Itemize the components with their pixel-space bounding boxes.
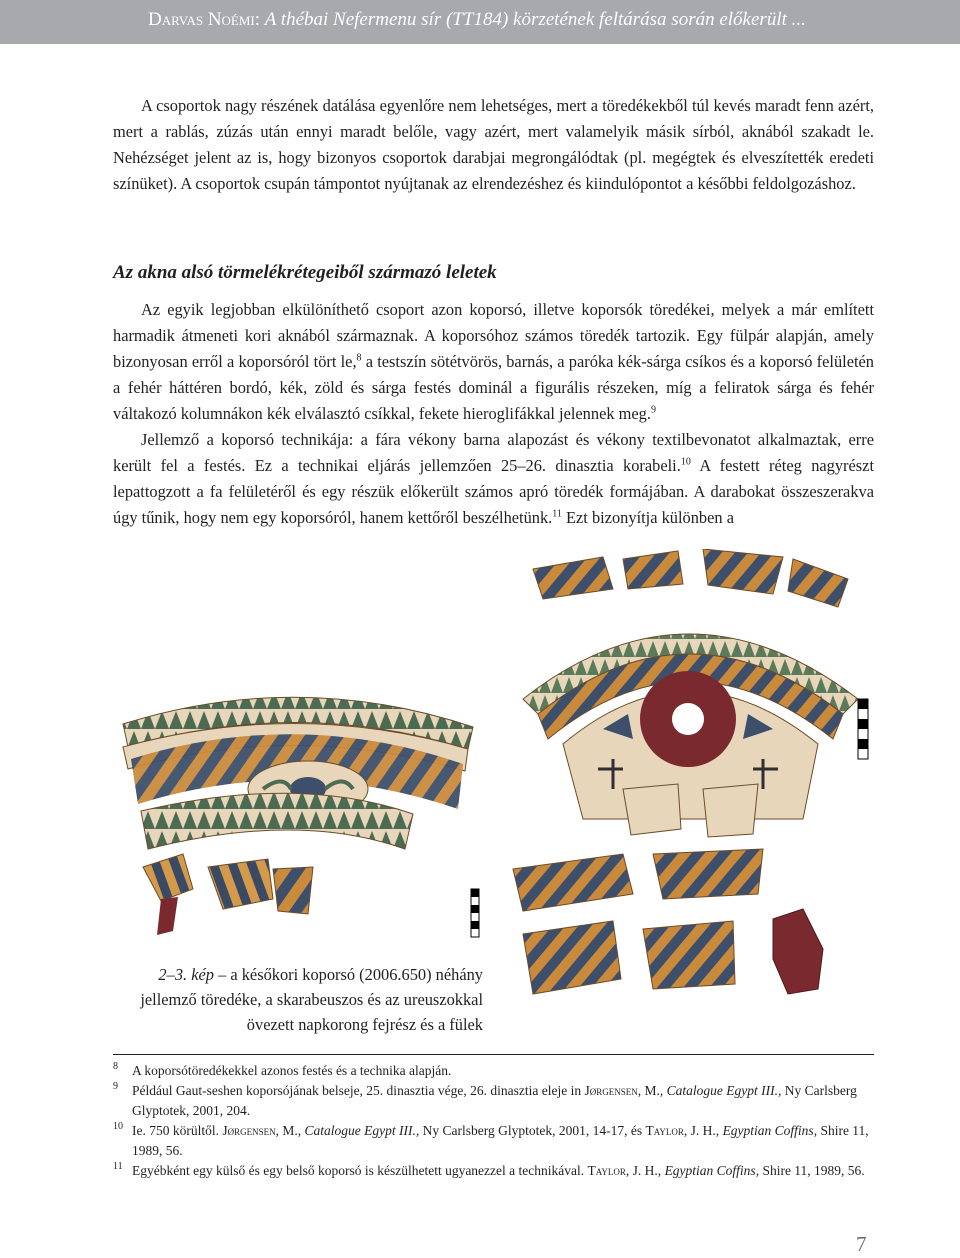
footnote-work-title: Catalogue Egypt III., xyxy=(304,1123,420,1138)
page-number: 7 xyxy=(856,1232,867,1256)
footnote-10 xyxy=(113,1121,874,1161)
footnote-8 xyxy=(113,1061,874,1081)
footnote-work-title: Egyptian Coffins, xyxy=(664,1163,760,1178)
body-p1-a: Az egyik legjobban elkülöníthető csoport azon koporsó, illetve koporsók töredékei, melyek a már említett harmadik átmeneti kori aknából származnak. A koporsóhoz számos töredék tartozik. Egy fülpár alapján, amely bizonyosan erről a koporsóról tört le, xyxy=(113,300,874,371)
body-paragraph-2 xyxy=(113,427,874,531)
fragments-illustration-right xyxy=(503,549,874,1027)
body-p2-a: Jellemző a koporsó technikája: a fára vékony barna alapozást és vékony textilbevonatot alkalmaztak, erre került fel a festés. Ez a technikai eljárás jellemzően 25–26. dinasztia korabeli. xyxy=(113,430,874,475)
footnote-text: , J. H., xyxy=(683,1123,723,1138)
footnote-number: 8 xyxy=(113,1061,118,1072)
footnote-work-title: Catalogue Egypt III., xyxy=(666,1083,782,1098)
intro-paragraph: A csoportok nagy részének datálása egyenlőre nem lehetséges, mert a töredékekből túl kevés maradt fenn azért, mert a rablás, zúzás után ennyi maradt belőle, vagy azért, mert valamelyik másik sírból, aknából szakadt le. Nehézséget jelent az is, hogy bizonyos csoportok darabjai megrongálódtak (pl. megégtek és elveszítették eredeti színüket). A csoportok csupán támpontot nyújtanak az elrendezéshez és kiindulópontot a későbbi feldolgozáshoz. xyxy=(113,96,874,193)
footnote-ref-8[interactable]: 8 xyxy=(356,352,362,364)
footnote-text: Egyébként egy külső és egy belső koporsó is készülhetett ugyanezzel a technikával. xyxy=(132,1163,588,1178)
body-text-block xyxy=(113,297,874,531)
intro-paragraph-block xyxy=(113,93,874,197)
figure-caption xyxy=(113,962,483,1037)
footnote-text: Ny Carlsberg Glyptotek, 2001, 14-17, és xyxy=(419,1123,646,1138)
footnote-text: , M., xyxy=(637,1083,667,1098)
footnote-11 xyxy=(113,1161,874,1181)
footnote-author: Taylor xyxy=(645,1123,684,1138)
footnotes xyxy=(113,1061,874,1181)
footnote-text: Shire 11, 1989, 56. xyxy=(759,1163,865,1178)
footnote-text: , J. H., xyxy=(625,1163,665,1178)
footnote-text: Shire 11, 1989, 56. xyxy=(132,1123,869,1158)
caption-kep: kép xyxy=(191,965,214,984)
footnote-separator xyxy=(113,1054,874,1055)
footnote-ref-9[interactable]: 9 xyxy=(650,404,656,416)
body-p1-b: a testszín sötétvörös, barnás, a paróka kék-sárga csíkos és a koporsó felületén a fehér háttéren bordó, kék, zöld és sárga festés dominál a figurális részeken, míg a feliratok sárga és fehér váltakozó kolumnákon kék elválasztó csíkkal, fekete hieroglifákkal jelennek meg. xyxy=(113,352,874,423)
footnote-number: 9 xyxy=(113,1081,118,1092)
footnote-number: 11 xyxy=(113,1161,123,1172)
coffin-fragments-photo-right xyxy=(503,549,874,1027)
running-header xyxy=(0,0,960,44)
footnote-text: Ie. 750 körültől. xyxy=(132,1123,223,1138)
footnote-ref-11[interactable]: 11 xyxy=(552,508,562,520)
fragments-illustration-left xyxy=(113,549,483,955)
caption-number: 2–3. xyxy=(158,965,188,984)
footnote-author: Taylor xyxy=(587,1163,626,1178)
footnote-work-title: Egyptian Coffins, xyxy=(722,1123,818,1138)
footnote-text: Például Gaut-seshen koporsójának belseje, 25. dinasztia vége, 26. dinasztia eleje in xyxy=(132,1083,585,1098)
footnote-text: A koporsótöredékekkel azonos festés és a technika alapján. xyxy=(132,1063,452,1078)
footnote-number: 10 xyxy=(113,1121,123,1132)
caption-text: – a későkori koporsó (2006.650) néhány jellemző töredéke, a skarabeuszos és az ureuszokkal övezett napkorong fejrész és a fülek xyxy=(140,965,483,1034)
footnote-author: Jørgensen xyxy=(222,1123,276,1138)
coffin-fragments-photo-left xyxy=(113,549,483,955)
body-p2-c: Ezt bizonyítja különben a xyxy=(561,508,734,527)
footnote-text: , M., xyxy=(275,1123,305,1138)
header-title: A thébai Nefermenu sír (TT184) körzetének feltárása során előkerült ... xyxy=(264,9,806,30)
body-paragraph-1 xyxy=(113,297,874,427)
footnote-9 xyxy=(113,1081,874,1121)
body-p2-b: A festett réteg nagyrészt lepattogzott a fa felületéről és egy részük előkerült számos apró töredék formájában. A darabokat összeszerakva úgy tűnik, hogy nem egy koporsóról, hanem kettőről beszélhetünk. xyxy=(113,456,875,527)
section-heading: Az akna alsó törmelékrétegeiből származó leletek xyxy=(113,262,497,283)
header-author: Darvas Noémi: xyxy=(148,9,261,30)
footnote-text: Ny Carlsberg Glyptotek, 2001, 204. xyxy=(132,1083,857,1118)
footnote-author: Jørgensen xyxy=(584,1083,638,1098)
footnote-ref-10[interactable]: 10 xyxy=(680,456,691,468)
